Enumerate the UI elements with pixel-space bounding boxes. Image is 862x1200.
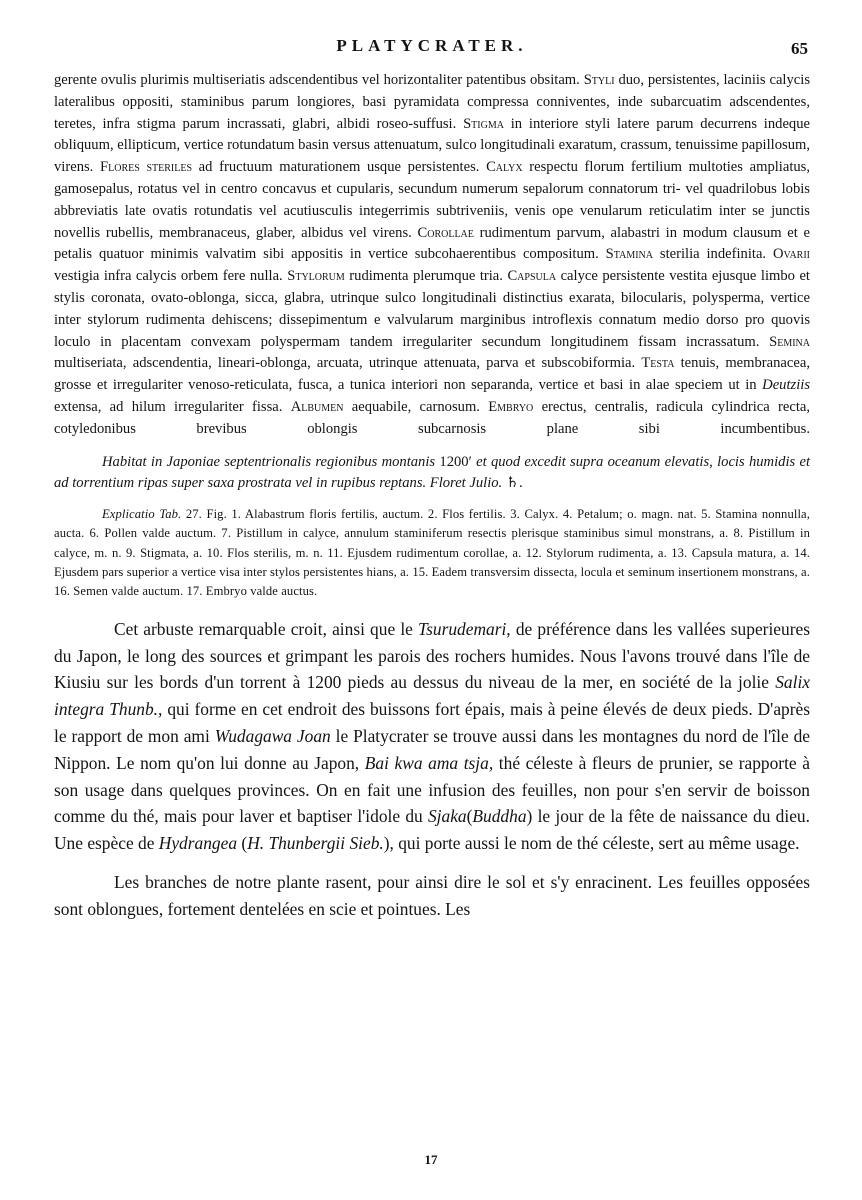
running-title: PLATYCRATER. [336,36,528,55]
french-text: ) le jour de la fête de naissance du dieu. Une espèce de [54,806,810,854]
french-text: thé céleste à fleurs de prunier, se rapporte à son usage dans quelques provinces. On en fait une infusion des feuilles, non pour s'en servir de boisson comme du thé, mais pour laver et baptiser l'idole du [54,752,810,827]
description-text: rudimentum parvum, alabastri in modum clausum et e petalis quatuor minimis valvatim sibi appositis in vertice subcohaerentibus compositum. [54,224,811,263]
plate-explanation [54,505,810,602]
french-text: ( [241,833,248,854]
description-text: ad fructuum maturationem usque persistentes. [198,159,480,176]
signature-mark: 17 [424,1152,438,1167]
plate-explanation-lead: Explicatio Tab. [102,506,182,521]
plate-explanation-text: 27. Fig. 1. Alabastrum floris fertilis, auctum. 2. Flos fertilis. 3. Calyx. 4. Petalum; o. magn. nat. 5. Stamina nonnulla, aucta. 6. Pollen valde auctum. 7. Pistillum in calyce, annulum staminiferum resectis plerisque staminibus simul monstrans, a. 8. Pistillum in calyce, m. n. 9. Stigmata, a. 10. Flos sterilis, m. n. 11. Ejusdem rudimentum corollae, a. 12. Stylorum rudimenta, a. 13. Capsula matura, a. 14. Ejusdem pars superior a vertice visa inter stylos persistentes hians, a. 15. Eadem transversim dissecta, locula et seminum insertionem monstrans, a. 16. Semen valde auctum. 17. Embryo valde auctus. [54,506,810,599]
term-embryo: Embryo [488,398,534,415]
shrub-symbol-icon: ♄. [505,475,523,492]
term-stigma: Stigma [463,115,504,132]
french-text: de préférence dans les vallées superieures du Japon, le long des sources et grimpant les parois des rochers humides. Nous l'avons trouvé dans l'île de Kiusiu sur les bords d'un torrent à 1200 pieds au dessus du niveau de la mer, en société de la jolie [54,618,810,693]
french-text: ), qui porte aussi le nom de thé céleste, sert au même usage. [383,833,800,854]
description-text: duo, persistentes, laciniis calycis lateralibus oppositi, staminibus parum longiores, basi pyramidata compressa conniventes, inde subarcuatim adscendentes, teretes, infra stigma parum incrassati, glabri, albidi roseo-suffusi. [54,72,810,132]
description-text: respectu florum fertilium multoties ampliatus, gamosepalus, rotatus vel in centro concavus et cupularis, secundum numerum sepalorum connatorum tri- vel quadrilobus lobis abbreviatis late ovatis rotundatis vel acutiusculis integerrimis subtriveniis, venis ope venularum reticulatim inter se junctis novellis rubellis, membranaceus, glaber, albidus vel virens. [54,159,811,241]
term-testa: Testa [641,355,675,372]
term-semina: Semina [769,333,810,350]
description-text: erectus, centralis, radicula cylindrica recta, cotyledonibus brevibus oblongis subcarnosis plane sibi incumbentibus. [54,398,811,437]
term-albumen: Albumen [290,398,344,415]
name-buddha: Buddha [472,806,527,827]
french-text: Les branches de notre plante rasent, pour ainsi dire le sol et s'y enracinent. Les feuilles opposées sont oblongues, fortement dentelées en scie et pointues. Les [54,871,810,919]
name-hydrangea: Hydrangea [158,833,238,854]
habitat-text: et quod excedit supra oceanum elevatis, locis humidis et ad torrentium ripas super saxa prostrata vel in rupibus reptans. Floret Julio. [54,453,811,492]
description-text: calyce persistente vestita ejusque limbo et stylis coronata, ovato-oblonga, sicca, glabra, utrinque sulco longitudinali distinctius exarata, bilocularis, polysperma, vertice inter stylorum rudimenta dehiscens; dissepimentum e valvularum marginibus introflexis connatum medio dorso pro quovis loculo in placentam convexam polyspermam tandem irregulariter secundum longitudinem fissam incrassatum. [54,268,810,350]
description-text: extensa, ad hilum irregulariter fissa. [54,398,283,415]
term-stamina: Stamina [605,246,653,263]
description-text: tenuis, membranacea, grosse et irregulariter venoso-reticulata, fusca, a tunica interiori non separanda, vertice et basi in alae speciem ut in [54,355,810,394]
term-capsula: Capsula [507,268,557,285]
term-calyx: Calyx [486,159,523,176]
description-text: vestigia infra calycis orbem fere nulla. [54,268,283,285]
term-corollae: Corollae [417,224,474,241]
name-h-thunbergii: H. Thunbergii Sieb. [247,833,384,854]
habitat-text: Habitat in Japoniae septentrionalis regionibus montanis [102,453,436,470]
description-text: gerente ovulis plurimis multiseriatis adscendentibus vel horizontaliter patentibus obsitam. [54,72,580,88]
french-paragraph-2 [54,869,810,923]
description-text: multiseriata, adscendentia, lineari-oblonga, arcuata, utrinque attenuata, parva et subscobiformia. [54,355,636,372]
french-text: ( [466,806,473,827]
name-sjaka: Sjaka [427,806,467,827]
french-text: qui forme en cet endroit des buissons fort épais, mais à peine élevés de deux pieds. D'après le rapport de mon ami [54,699,811,746]
french-text: le Platycrater se trouve aussi dans les montagnes du nord de l'île de Nippon. Le nom qu'on lui donne au Japon, [54,725,810,773]
name-bai-kwa-ama-tsja: Bai kwa ama tsja, [364,752,494,773]
french-text: Cet arbuste remarquable croit, ainsi que le [114,618,413,639]
term-stylorum: Stylorum [287,268,345,285]
description-text: rudimenta plerumque tria. [349,268,503,285]
habitat-paragraph [54,452,810,495]
description-text: in interiore styli latere parum decurrens indeque obliquum, ellipticum, vertice rotundatum basin versus attenuatum, sulco longitudinali exaratum, crassum, tenuissime papillosum, virens. [54,115,811,176]
term-flores-steriles: Flores steriles [100,159,192,176]
genus-deutzia: Deutziis [762,377,810,394]
name-salix-integra: Salix integra Thunb., [54,672,810,720]
page-number: 65 [791,39,808,58]
description-paragraph [54,70,810,441]
name-wudagawa-joan: Wudagawa Joan [214,725,331,746]
term-ovarii: Ovarii [772,246,811,263]
habitat-altitude: 1200′ [439,453,472,470]
french-paragraph [54,616,810,857]
running-head [54,36,810,70]
term-styli: Styli [583,72,615,88]
name-tsurudemari: Tsurudemari, [418,618,511,639]
description-text: sterilia indefinita. [659,246,767,263]
description-text: aequabile, carnosum. [351,398,480,415]
